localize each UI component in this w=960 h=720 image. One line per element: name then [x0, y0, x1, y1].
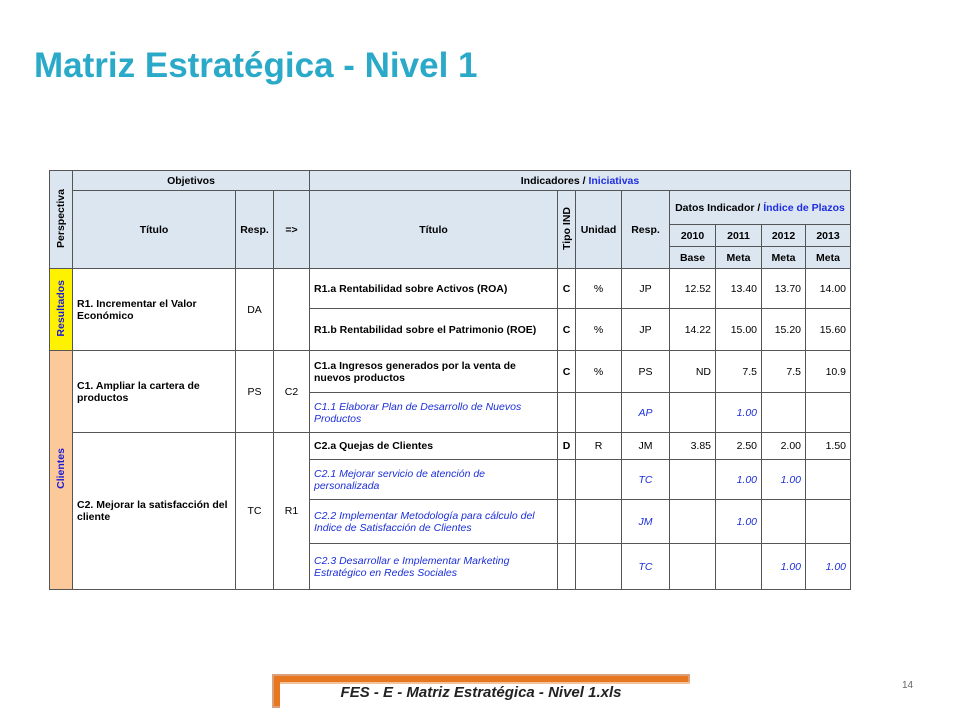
indicators-header: Indicadores / Iniciativas [310, 171, 851, 191]
value-cell: 1.00 [806, 544, 851, 590]
value-cell [670, 393, 716, 433]
indicator-type [558, 460, 576, 500]
value-cell: 1.00 [716, 393, 762, 433]
indicator-type [558, 393, 576, 433]
value-cell: 15.00 [716, 309, 762, 351]
objective-resp: DA [236, 269, 274, 351]
value-cell: 13.70 [762, 269, 806, 309]
value-cell [762, 500, 806, 544]
value-cell: 15.20 [762, 309, 806, 351]
perspective-header: Perspectiva [50, 171, 73, 269]
indicator-unit: R [576, 433, 622, 460]
indicator-type: C [558, 351, 576, 393]
kind-header: Meta [806, 247, 851, 269]
indicator-unit [576, 460, 622, 500]
objective-resp-header: Resp. [236, 191, 274, 269]
indicator-resp: JP [622, 269, 670, 309]
value-cell: 3.85 [670, 433, 716, 460]
value-cell: 13.40 [716, 269, 762, 309]
value-cell: 15.60 [806, 309, 851, 351]
objective-link: R1 [274, 433, 310, 590]
value-cell: 7.5 [716, 351, 762, 393]
indicator-title-header: Título [310, 191, 558, 269]
indicator-resp: TC [622, 460, 670, 500]
value-cell: 1.00 [762, 544, 806, 590]
objective-link [274, 269, 310, 351]
indicator-unit [576, 500, 622, 544]
source-file-button[interactable] [272, 674, 690, 708]
indicator-unit: % [576, 309, 622, 351]
indicator-unit: % [576, 269, 622, 309]
initiative-title: C2.2 Implementar Metodología para cálculo del Indice de Satisfacción de Clientes [310, 500, 558, 544]
indicator-type-header: Tipo IND [558, 191, 576, 269]
value-cell [806, 460, 851, 500]
objective-title: C1. Ampliar la cartera de productos [73, 351, 236, 433]
kind-header: Meta [716, 247, 762, 269]
indicator-unit: % [576, 351, 622, 393]
value-cell: 1.00 [716, 500, 762, 544]
value-cell: 12.52 [670, 269, 716, 309]
initiative-title: C1.1 Elaborar Plan de Desarrollo de Nuevos Productos [310, 393, 558, 433]
value-cell [670, 500, 716, 544]
value-cell [716, 544, 762, 590]
indicator-unit [576, 544, 622, 590]
value-cell: 14.22 [670, 309, 716, 351]
year-header: 2013 [806, 225, 851, 247]
slide-title: Matriz Estratégica - Nivel 1 [34, 46, 478, 85]
kind-header: Base [670, 247, 716, 269]
value-cell: ND [670, 351, 716, 393]
year-header: 2012 [762, 225, 806, 247]
value-cell: 1.00 [762, 460, 806, 500]
kind-header: Meta [762, 247, 806, 269]
indicator-resp: JM [622, 500, 670, 544]
indicator-title: R1.a Rentabilidad sobre Activos (ROA) [310, 269, 558, 309]
indicator-unit [576, 393, 622, 433]
indicator-resp: JM [622, 433, 670, 460]
value-cell: 7.5 [762, 351, 806, 393]
value-cell: 14.00 [806, 269, 851, 309]
value-cell [670, 460, 716, 500]
objective-resp: PS [236, 351, 274, 433]
indicator-type [558, 544, 576, 590]
indicator-resp: AP [622, 393, 670, 433]
indicator-resp-header: Resp. [622, 191, 670, 269]
value-cell: 2.50 [716, 433, 762, 460]
indicator-resp: JP [622, 309, 670, 351]
value-cell [806, 500, 851, 544]
value-cell: 1.00 [716, 460, 762, 500]
indicator-type: C [558, 309, 576, 351]
indicator-type: C [558, 269, 576, 309]
perspective-clientes: Clientes [50, 351, 73, 590]
value-cell [806, 393, 851, 433]
indicator-data-header: Datos Indicador / Índice de Plazos [670, 191, 851, 225]
objective-link: C2 [274, 351, 310, 433]
objective-title: C2. Mejorar la satisfacción del cliente [73, 433, 236, 590]
year-header: 2010 [670, 225, 716, 247]
indicator-resp: PS [622, 351, 670, 393]
table-row [50, 269, 851, 309]
indicator-type [558, 500, 576, 544]
indicator-title: C1.a Ingresos generados por la venta de nuevos productos [310, 351, 558, 393]
perspective-resultados: Resultados [50, 269, 73, 351]
table-row [50, 433, 851, 460]
value-cell: 2.00 [762, 433, 806, 460]
indicator-type: D [558, 433, 576, 460]
value-cell [762, 393, 806, 433]
year-header: 2011 [716, 225, 762, 247]
page-number: 14 [902, 680, 914, 691]
source-file-label: FES - E - Matriz Estratégica - Nivel 1.xls [340, 684, 622, 701]
objective-link-header: => [274, 191, 310, 269]
value-cell [670, 544, 716, 590]
indicator-title: C2.a Quejas de Clientes [310, 433, 558, 460]
initiative-title: C2.3 Desarrollar e Implementar Marketing Estratégico en Redes Sociales [310, 544, 558, 590]
value-cell: 1.50 [806, 433, 851, 460]
unit-header: Unidad [576, 191, 622, 269]
objective-title-header: Título [73, 191, 236, 269]
indicator-title: R1.b Rentabilidad sobre el Patrimonio (ROE) [310, 309, 558, 351]
objectives-header: Objetivos [73, 171, 310, 191]
objective-title: R1. Incrementar el Valor Económico [73, 269, 236, 351]
initiative-title: C2.1 Mejorar servicio de atención de personalizada [310, 460, 558, 500]
objective-resp: TC [236, 433, 274, 590]
strategic-matrix-table [49, 170, 851, 590]
table-row [50, 351, 851, 393]
indicator-resp: TC [622, 544, 670, 590]
value-cell: 10.9 [806, 351, 851, 393]
